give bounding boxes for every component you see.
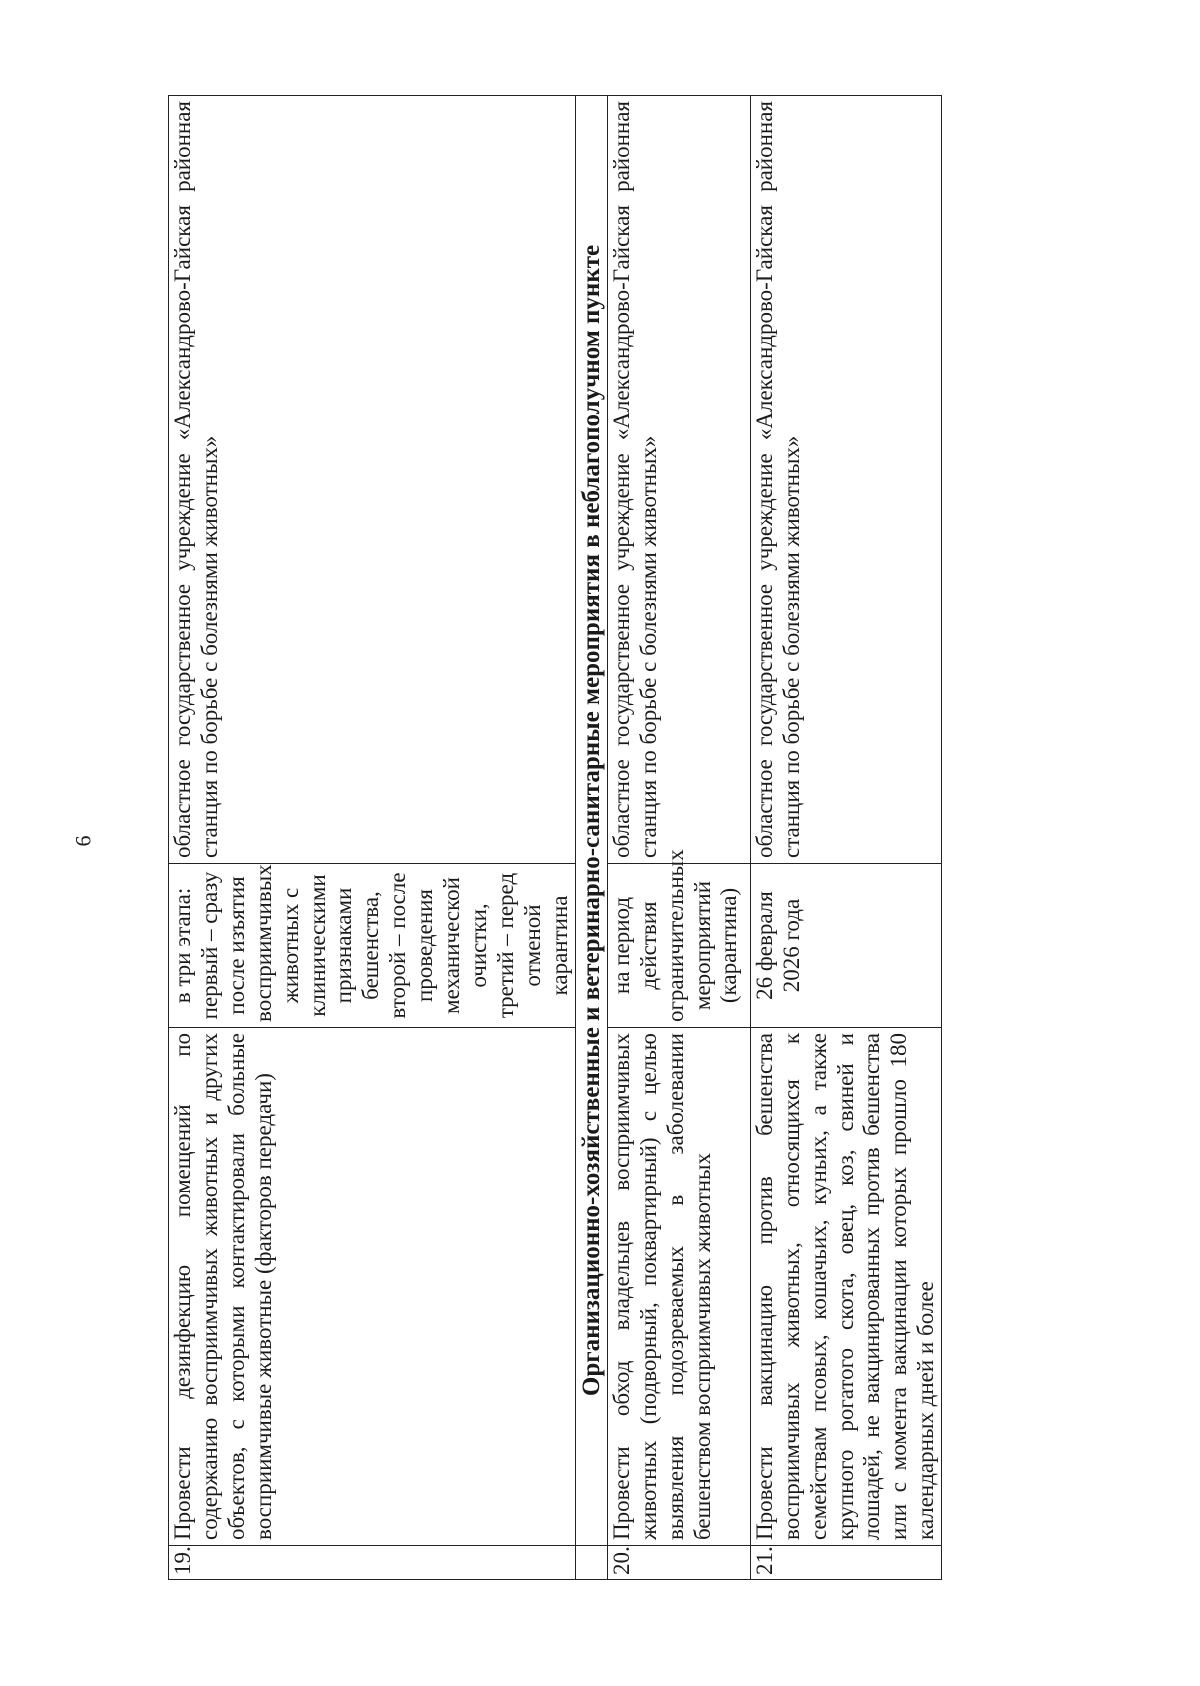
section-header-row [575,96,607,1580]
section-spacer [575,1546,607,1580]
measures-table [168,95,942,1580]
table-row [750,96,941,1580]
term-cell: 26 февраля 2026 года [750,864,941,1028]
action-cell: Провести обход владельцев восприимчивых животных (подворный, поквартирный) с целью выявления подозреваемых в заболевании бешенством восприимчивых животных [607,1028,750,1546]
table-row [607,96,750,1580]
action-cell: Провести дезинфекцию помещений по содержанию восприимчивых животных и других объектов, с которыми контактировали больные восприимчивые животные (факторов передачи) [169,1028,576,1546]
action-cell: Провести вакцинацию против бешенства восприимчивых животных, относящихся к семействам псовых, кошачьих, куньих, а также крупного рогатого скота, овец, коз, свиней и лошадей, не вакцинированных против бешенства или с момента вакцинации которых прошло 180 календарных дней и более [750,1028,941,1546]
rotated-table-container [168,96,939,1580]
page-number: 6 [70,835,96,847]
row-number: 19. [169,1546,576,1580]
responsible-cell: областное государственное учреждение «Александрово-Гайская районная станция по борьбе с болезнями животных» [750,96,941,864]
table-row [169,96,576,1580]
section-title: Организационно-хозяйственные и ветеринарно-санитарные мероприятия в неблагополучном пункте [575,96,607,1546]
responsible-cell: областное государственное учреждение «Александрово-Гайская районная станция по борьбе с болезнями животных» [169,96,576,864]
row-number: 21. [750,1546,941,1580]
term-cell: на период действия ограничительных мероприятий (карантина) [607,864,750,1028]
responsible-cell: областное государственное учреждение «Александрово-Гайская районная станция по борьбе с болезнями животных» [607,96,750,864]
row-number: 20. [607,1546,750,1580]
term-cell: в три этапа: первый – сразу после изъятия восприимчивых животных с клиническими признаками бешенства, второй – после проведения механической очистки, третий – перед отменой карантина [169,864,576,1028]
